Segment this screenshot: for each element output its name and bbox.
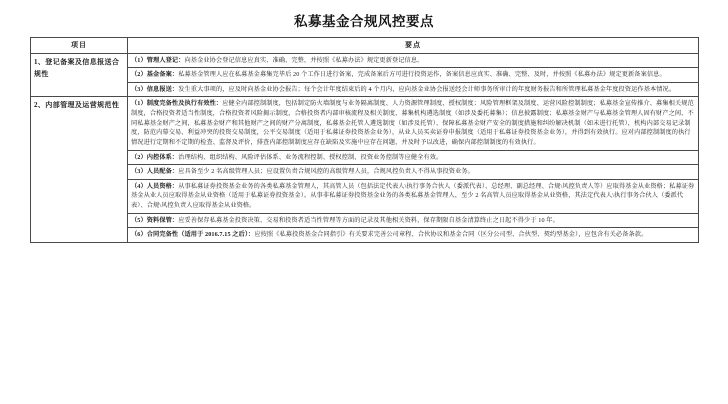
category-label-internal-management: 2、内部管理及运营规范性 <box>31 97 128 242</box>
row-lead: （3）人员配备： <box>131 168 179 176</box>
column-header-point: 要点 <box>128 38 699 54</box>
row-text: 应按照《私募投资基金合同指引》有关要求完善公司章程、合伙协议和基金合同（区分公司型、合伙型、契约型基金），应包含有关必备条款。 <box>254 231 648 239</box>
row-system-completeness <box>128 97 699 150</box>
table-row <box>31 213 699 228</box>
row-information-report <box>128 82 699 97</box>
row-record-keeping <box>128 213 699 228</box>
row-fund-filing <box>128 68 699 83</box>
row-lead: （2）基金备案： <box>131 71 179 79</box>
row-internal-control-system <box>128 150 699 165</box>
compliance-table <box>30 37 699 243</box>
row-contract-completeness <box>128 228 699 243</box>
row-manager-registration <box>128 53 699 68</box>
row-lead: （6）合同完备性（适用于 2016.7.15 之后）： <box>131 231 255 239</box>
row-text: 私募基金管理人应在私募基金募集完毕后 20 个工作日进行备案，完成备案后方可进行投资运作，备案信息应真实、准确、完整、及时，并按照《私募办法》规定更新备案信息。 <box>178 71 666 79</box>
row-staff-qualification <box>128 179 699 213</box>
table-row <box>31 165 699 180</box>
row-text: 从事私募证券投资基金业务的各类私募基金管理人，其高管人员（包括法定代表人\执行事务合伙人（委派代表）、总经理、副总经理、合规\风控负责人等）应取得基金从业资格；私募证券基金从业人员应取得基金从业资格（适用于私募证券投资基金）。从事非私募证券投资基金业务的各类私募基金管理人，至少 2 名高管人员应取得基金从业资格，其法定代表人\执行事务合伙人（委派代表）、合规\风控负责人应取得基金从业资格。 <box>131 182 695 209</box>
table-row <box>31 68 699 83</box>
row-lead: （1）管理人登记： <box>131 56 185 64</box>
row-text: 发生重大事项的，应及时向基金业协会报告；每个会计年度结束后的 4 个月内，应向基金业协会报送经会计师事务所审计的年度财务报告和所管理私募基金年度投资运作基本情况。 <box>178 85 676 93</box>
row-lead: （1）制度完备性及执行有效性： <box>131 100 223 108</box>
row-text: 应妥善保存私募基金投资决策、交易和投资者适当性管理等方面的记录及其他相关资料，保存期限自基金清算终止之日起不得少于 10 年。 <box>178 216 559 224</box>
page-title: 私募基金合规风控要点 <box>294 14 434 29</box>
table-row <box>31 97 699 150</box>
row-lead: （5）资料保管： <box>131 216 179 224</box>
table-row <box>31 53 699 68</box>
row-lead: （3）信息报送： <box>131 85 179 93</box>
table-header-row <box>31 38 699 54</box>
row-text: 治理结构、组织结构、风险评估体系、业务流程控制、授权控制、投资业务控制等应健全有效。 <box>178 153 443 161</box>
row-text: 向基金业协会登记信息应真实、准确、完整，并按照《私募办法》规定更新登记信息。 <box>184 56 424 64</box>
table-row <box>31 150 699 165</box>
category-label-registration: 1、登记备案及信息报送合规性 <box>31 53 128 97</box>
row-lead: （2）内控体系： <box>131 153 179 161</box>
row-text: 应具备至少 2 名高级管理人员；应设置负责合规风控的高级管理人员，合规风控负责人不得从事投资业务。 <box>178 168 474 176</box>
table-row <box>31 228 699 243</box>
table-row <box>31 179 699 213</box>
row-text: 应健全内部控制制度，包括制定防火墙制度与业务隔离制度、人力资源管理制度、授权制度；风险管理框架及制度、运营风险控制制度；私募基金宣传推介、募集相关规范制度，合格投资者适当性制度，合格投资者风险揭示制度，合格投资者内部审核流程及相关制度，募集机构遴选制度（如涉及委托募集）；信息披露制度；私募基金财产与私募基金管理人固有财产之间、不同私募基金财产之间，私募基金财产和其他财产之间的财产分离制度，私募基金托管人遴选制度（如涉及托管）、保障私募基金财产安全的制度措施和纠纷解决机制（如未进行托管），机构内部交易记录制度，防范内幕交易、利益冲突的投资交易制度，公平交易制度（适用于私募证券投资基金业务），从业人员买卖证券申报制度（适用于私募证券投资基金业务），并得到有效执行。应对内部控制制度的执行情况进行定期和不定期的检查、监督及评价，排查内部控制制度应存在缺陷及实施中应存在问题，并及时予以改进，确保内部控制制度的有效执行。 <box>131 100 694 146</box>
table-row <box>31 82 699 97</box>
row-staffing <box>128 165 699 180</box>
column-header-item: 项目 <box>31 38 128 54</box>
row-lead: （4）人员资格： <box>131 182 179 190</box>
